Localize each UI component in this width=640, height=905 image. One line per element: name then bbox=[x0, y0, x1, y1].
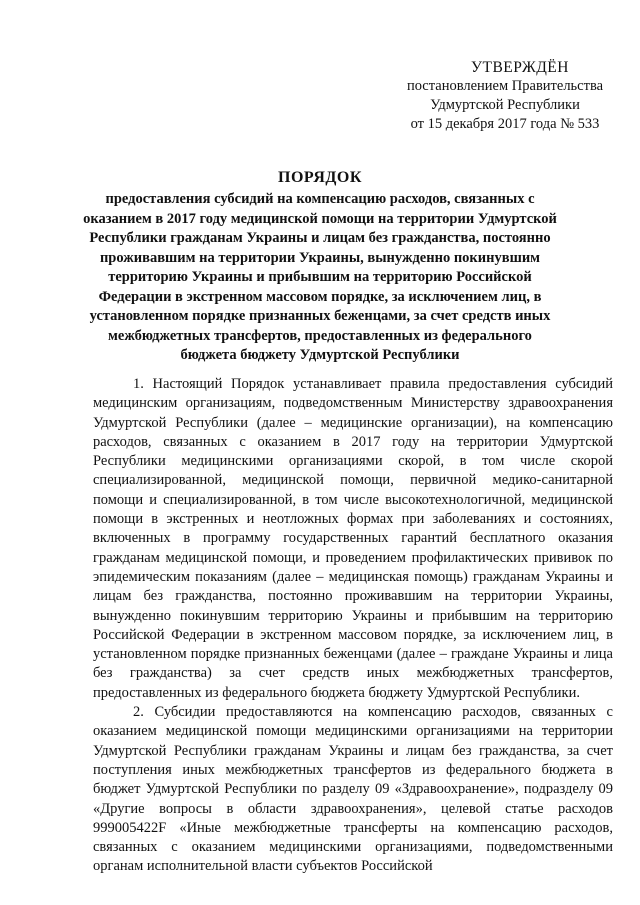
document-subtitle: предоставления субсидий на компенсацию расходов, связанных с оказанием в 2017 году медицинской помощи на территории Удмуртской Республики гражданам Украины и лицам без гражданства, постоянно проживавшим на территории Украины, вынужденно покинувшим территорию Украины и прибывшим на территорию Российской Федерации в экстренном массовом порядке, за исключением лиц, в установленном порядке признанных беженцами, за счет средств иных межбюджетных трансфертов, предоставленных из федерального бюджета бюджету Удмуртской Республики bbox=[83, 191, 557, 363]
approval-line: от 15 декабря 2017 года № 533 bbox=[410, 116, 600, 132]
paragraph: 1. Настоящий Порядок устанавливает правила предоставления субсидий медицинским организациям, подведомственным Министерству здравоохранения Удмуртской Республики (далее – медицинские организации), на компенсацию расходов, связанных с оказанием в 2017 году на территории Удмуртской Республики медицинскими организациями скорой, в том числе скорой специализированной, медицинской помощи, первичной медико-санитарной помощи и специализированной, в том числе высокотехнологичной, медицинской помощи в экстренных и неотложных формах при заболеваниях и состояниях, включенных в программу государственных гарантий бесплатного оказания гражданам медицинской помощи, и проведением профилактических прививок по эпидемическим показаниям (далее – медицинская помощь) гражданам Украины и лицам без гражданства, постоянно проживавшим на территории Украины, вынужденно покинувшим территорию Украины и прибывшим на территорию Российской Федерации в экстренном массовом порядке, за исключением лиц, в установленном порядке признанных беженцами (далее – граждане Украины и лица без гражданства) за счет средств иных межбюджетных трансфертов, предоставленных из федерального бюджета бюджету Удмуртской Республики. bbox=[93, 376, 613, 701]
approval-stamp bbox=[390, 58, 620, 134]
document-body bbox=[93, 375, 613, 877]
approval-line: постановлением Правительства bbox=[406, 78, 604, 94]
paragraph: 2. Субсидии предоставляются на компенсацию расходов, связанных с оказанием медицинской помощи медицинскими организациями на территории Удмуртской Республики гражданам Украины и лицам без гражданства, за счет поступления иных межбюджетных трансфертов из федерального бюджета в бюджет Удмуртской Республики по разделу 09 «Здравоохранение», подразделу 09 «Другие вопросы в области здравоохранения», целевой статье расходов 999005422F «Иные межбюджетные трансферты на компенсацию расходов, связанных с оказанием медицинскими организациями, подведомственными органам исполнительной власти субъектов Российской bbox=[93, 704, 613, 875]
approval-line: Удмуртской Республики bbox=[430, 97, 580, 113]
document-heading bbox=[80, 168, 560, 366]
document-title: ПОРЯДОК bbox=[278, 169, 362, 186]
approval-title: УТВЕРЖДЁН bbox=[471, 59, 569, 76]
